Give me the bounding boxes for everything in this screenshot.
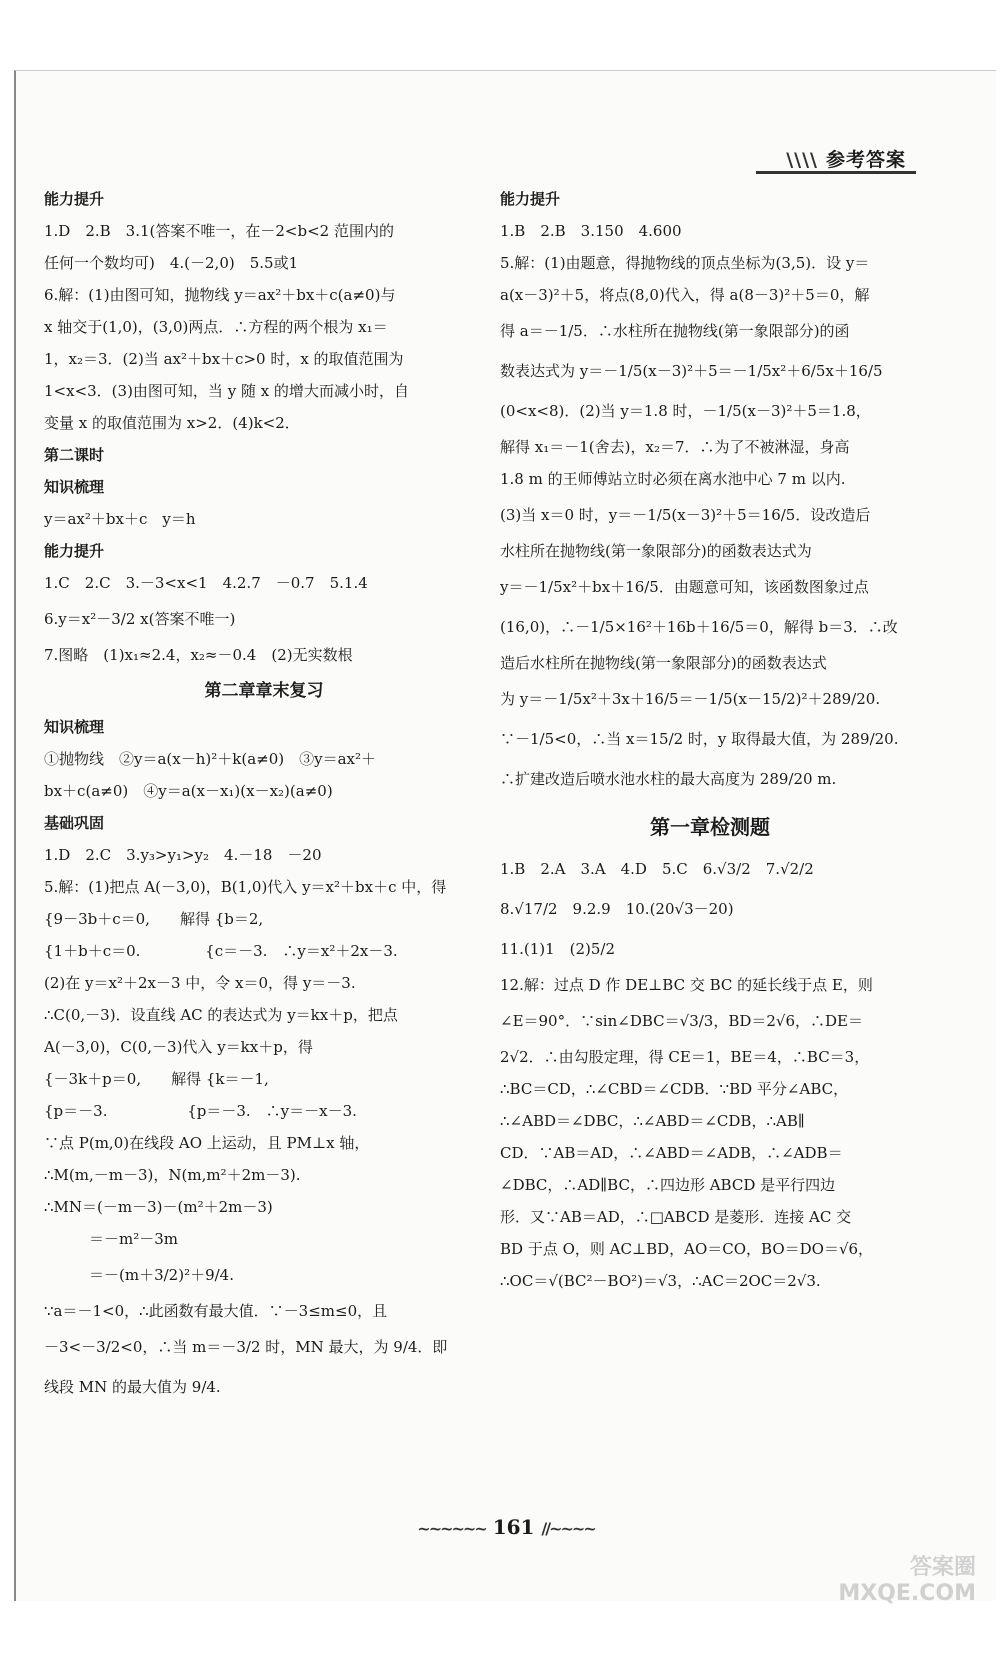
left-column bbox=[44, 183, 484, 1407]
answer-line: 得 a＝－1/5．∴水柱所在抛物线(第一象限部分)的函 bbox=[500, 322, 850, 340]
watermark-line2: MXQE.COM bbox=[838, 1581, 976, 1606]
answer-line: A(－3,0)，C(0,－3)代入 y＝kx＋p，得 bbox=[44, 1038, 313, 1056]
page-number bbox=[16, 1515, 996, 1539]
page-number-text: 161 bbox=[492, 1515, 535, 1539]
answer-line: ∴M(m,－m－3)，N(m,m²＋2m－3). bbox=[44, 1166, 301, 1184]
answer-line: 1.8 m 的王师傅站立时必须在离水池中心 7 m 以内. bbox=[500, 470, 846, 488]
answer-line: ∴C(0,－3)．设直线 AC 的表达式为 y＝kx＋p，把点 bbox=[44, 1006, 398, 1024]
answer-line: 1.D 2.C 3.y₃>y₁>y₂ 4.－18 －20 bbox=[44, 846, 322, 864]
header-rule bbox=[756, 171, 916, 174]
answer-line: 为 y＝－1/5x²＋3x＋16/5＝－1/5(x－15/2)²＋289/20. bbox=[500, 690, 881, 708]
answer-line: {－3k＋p＝0, 解得 {k＝－1, bbox=[44, 1070, 269, 1088]
section-heading: 知识梳理 bbox=[44, 478, 105, 496]
chapter-title: 第二章章末复习 bbox=[204, 681, 324, 701]
section-heading: 能力提升 bbox=[500, 190, 561, 208]
answer-line: ∴BC＝CD，∴∠CBD＝∠CDB．∵BD 平分∠ABC， bbox=[500, 1080, 849, 1098]
answer-line: 2√2．∴由勾股定理，得 CE＝1，BE＝4，∴BC＝3， bbox=[500, 1048, 870, 1066]
answer-line: ∴∠ABD＝∠DBC，∴∠ABD＝∠CDB，∴AB∥ bbox=[500, 1112, 805, 1130]
answer-line: 5.解：(1)把点 A(－3,0)，B(1,0)代入 y＝x²＋bx＋c 中，得 bbox=[44, 878, 447, 896]
answer-line: ＝－m²－3m bbox=[44, 1230, 179, 1248]
answer-line: ①抛物线 ②y＝a(x－h)²＋k(a≠0) ③y＝ax²＋ bbox=[44, 750, 376, 768]
answer-line: ＝－(m＋3/2)²＋9/4. bbox=[44, 1266, 234, 1284]
right-column bbox=[500, 183, 920, 1297]
answer-line: {p＝－3. {p＝－3. ∴y＝－x－3. bbox=[44, 1102, 357, 1120]
answer-line: bx＋c(a≠0) ④y＝a(x－x₁)(x－x₂)(a≠0) bbox=[44, 782, 333, 800]
answer-line: CD．∵AB＝AD，∴∠ABD＝∠ADB，∴∠ADB＝ bbox=[500, 1144, 843, 1162]
section-header bbox=[786, 145, 906, 172]
section-heading: 基础巩固 bbox=[44, 814, 105, 832]
answer-line: (16,0)，∴－1/5×16²＋16b＋16/5＝0，解得 b＝3．∴改 bbox=[500, 618, 898, 636]
section-heading: 知识梳理 bbox=[44, 718, 105, 736]
answer-line: 1.B 2.A 3.A 4.D 5.C 6.√3/2 7.√2/2 bbox=[500, 860, 814, 878]
watermark-line1: 答案圈 bbox=[909, 1555, 976, 1580]
answer-line: 8.√17/2 9.2.9 10.(20√3－20) bbox=[500, 900, 734, 918]
answer-line: 12.解：过点 D 作 DE⊥BC 交 BC 的延长线于点 E，则 bbox=[500, 976, 873, 994]
answer-line: (0<x<8)．(2)当 y＝1.8 时，－1/5(x－3)²＋5＝1.8， bbox=[500, 402, 871, 420]
answer-line: (2)在 y＝x²＋2x－3 中，令 x＝0，得 y＝－3. bbox=[44, 974, 356, 992]
answer-line: a(x－3)²＋5，将点(8,0)代入，得 a(8－3)²＋5＝0，解 bbox=[500, 286, 870, 304]
answer-line: 解得 x₁＝－1(舍去)，x₂＝7．∴为了不被淋湿，身高 bbox=[500, 438, 850, 456]
answer-line: 造后水柱所在抛物线(第一象限部分)的函数表达式 bbox=[500, 654, 827, 672]
section-heading: 第二课时 bbox=[44, 446, 105, 464]
answer-line: 11.(1)1 (2)5/2 bbox=[500, 940, 616, 958]
answer-line: ∵点 P(m,0)在线段 AO 上运动，且 PM⊥x 轴， bbox=[44, 1134, 370, 1152]
answer-line: x 轴交于(1,0)，(3,0)两点．∴方程的两个根为 x₁＝ bbox=[44, 318, 388, 336]
answer-line: －3<－3/2<0，∴当 m＝－3/2 时，MN 最大，为 9/4．即 bbox=[44, 1338, 448, 1356]
answer-line: ∴MN＝(－m－3)－(m²＋2m－3) bbox=[44, 1198, 273, 1216]
answer-line: 变量 x 的取值范围为 x>2．(4)k<2． bbox=[44, 414, 300, 432]
answer-line: y＝ax²＋bx＋c y＝h bbox=[44, 510, 196, 528]
answer-line: ∵a＝－1<0，∴此函数有最大值．∵－3≤m≤0，且 bbox=[44, 1302, 388, 1320]
watermark-logo bbox=[838, 1555, 976, 1607]
answer-page bbox=[14, 70, 996, 1606]
right-flourish-icon: //~~~~ bbox=[541, 1519, 595, 1538]
answer-line: ∵－1/5<0，∴当 x＝15/2 时，y 取得最大值，为 289/20. bbox=[500, 730, 899, 748]
answer-line: 形．又∵AB＝AD，∴□ABCD 是菱形．连接 AC 交 bbox=[500, 1208, 852, 1226]
answer-line: 水柱所在抛物线(第一象限部分)的函数表达式为 bbox=[500, 542, 812, 560]
answer-line: 任何一个数均可) 4.(－2,0) 5.5或1 bbox=[44, 254, 299, 272]
answer-line: 5.解：(1)由题意，得抛物线的顶点坐标为(3,5)．设 y＝ bbox=[500, 254, 870, 272]
answer-line: 6.y＝x²－3/2 x(答案不唯一) bbox=[44, 610, 236, 628]
answer-line: 7.图略 (1)x₁≈2.4，x₂≈－0.4 (2)无实数根 bbox=[44, 646, 353, 664]
answer-line: 线段 MN 的最大值为 9/4. bbox=[44, 1378, 221, 1396]
answer-line: BD 于点 O，则 AC⊥BD，AO＝CO，BO＝DO＝√6， bbox=[500, 1240, 874, 1258]
section-heading: 能力提升 bbox=[44, 542, 105, 560]
answer-line: {9－3b＋c＝0, 解得 {b＝2, bbox=[44, 910, 264, 928]
answer-line: (3)当 x＝0 时，y＝－1/5(x－3)²＋5＝16/5．设改造后 bbox=[500, 506, 871, 524]
answer-line: 1.B 2.B 3.150 4.600 bbox=[500, 222, 682, 240]
answer-line: 1.C 2.C 3.－3<x<1 4.2.7 －0.7 5.1.4 bbox=[44, 574, 368, 592]
header-title: 参考答案 bbox=[825, 149, 906, 171]
answer-line: 1，x₂＝3．(2)当 ax²＋bx＋c>0 时，x 的取值范围为 bbox=[44, 350, 404, 368]
chapter-title: 第一章检测题 bbox=[650, 815, 770, 839]
answer-line: 6.解：(1)由图可知，抛物线 y＝ax²＋bx＋c(a≠0)与 bbox=[44, 286, 396, 304]
answer-line: ∴扩建改造后喷水池水柱的最大高度为 289/20 m. bbox=[500, 770, 837, 788]
answer-line: 1.D 2.B 3.1(答案不唯一，在－2<b<2 范围内的 bbox=[44, 222, 394, 240]
answer-line: 1<x<3．(3)由图可知，当 y 随 x 的增大而减小时，自 bbox=[44, 382, 409, 400]
section-heading: 能力提升 bbox=[44, 190, 105, 208]
answer-line: {1＋b＋c＝0. {c＝－3. ∴y＝x²＋2x－3. bbox=[44, 942, 398, 960]
answer-line: 数表达式为 y＝－1/5(x－3)²＋5＝－1/5x²＋6/5x＋16/5 bbox=[500, 362, 883, 380]
answer-line: y＝－1/5x²＋bx＋16/5．由题意可知，该函数图象过点 bbox=[500, 578, 869, 596]
answer-line: ∠DBC，∴AD∥BC，∴四边形 ABCD 是平行四边 bbox=[500, 1176, 836, 1194]
left-flourish-icon: ~~~~~~ bbox=[417, 1519, 486, 1538]
answer-line: ∴OC＝√(BC²－BO²)＝√3，∴AC＝2OC＝2√3. bbox=[500, 1272, 821, 1290]
header-slashes-icon: \\\\ bbox=[786, 149, 818, 171]
answer-line: ∠E＝90°．∵sin∠DBC＝√3/3，BD＝2√6，∴DE＝ bbox=[500, 1012, 864, 1030]
